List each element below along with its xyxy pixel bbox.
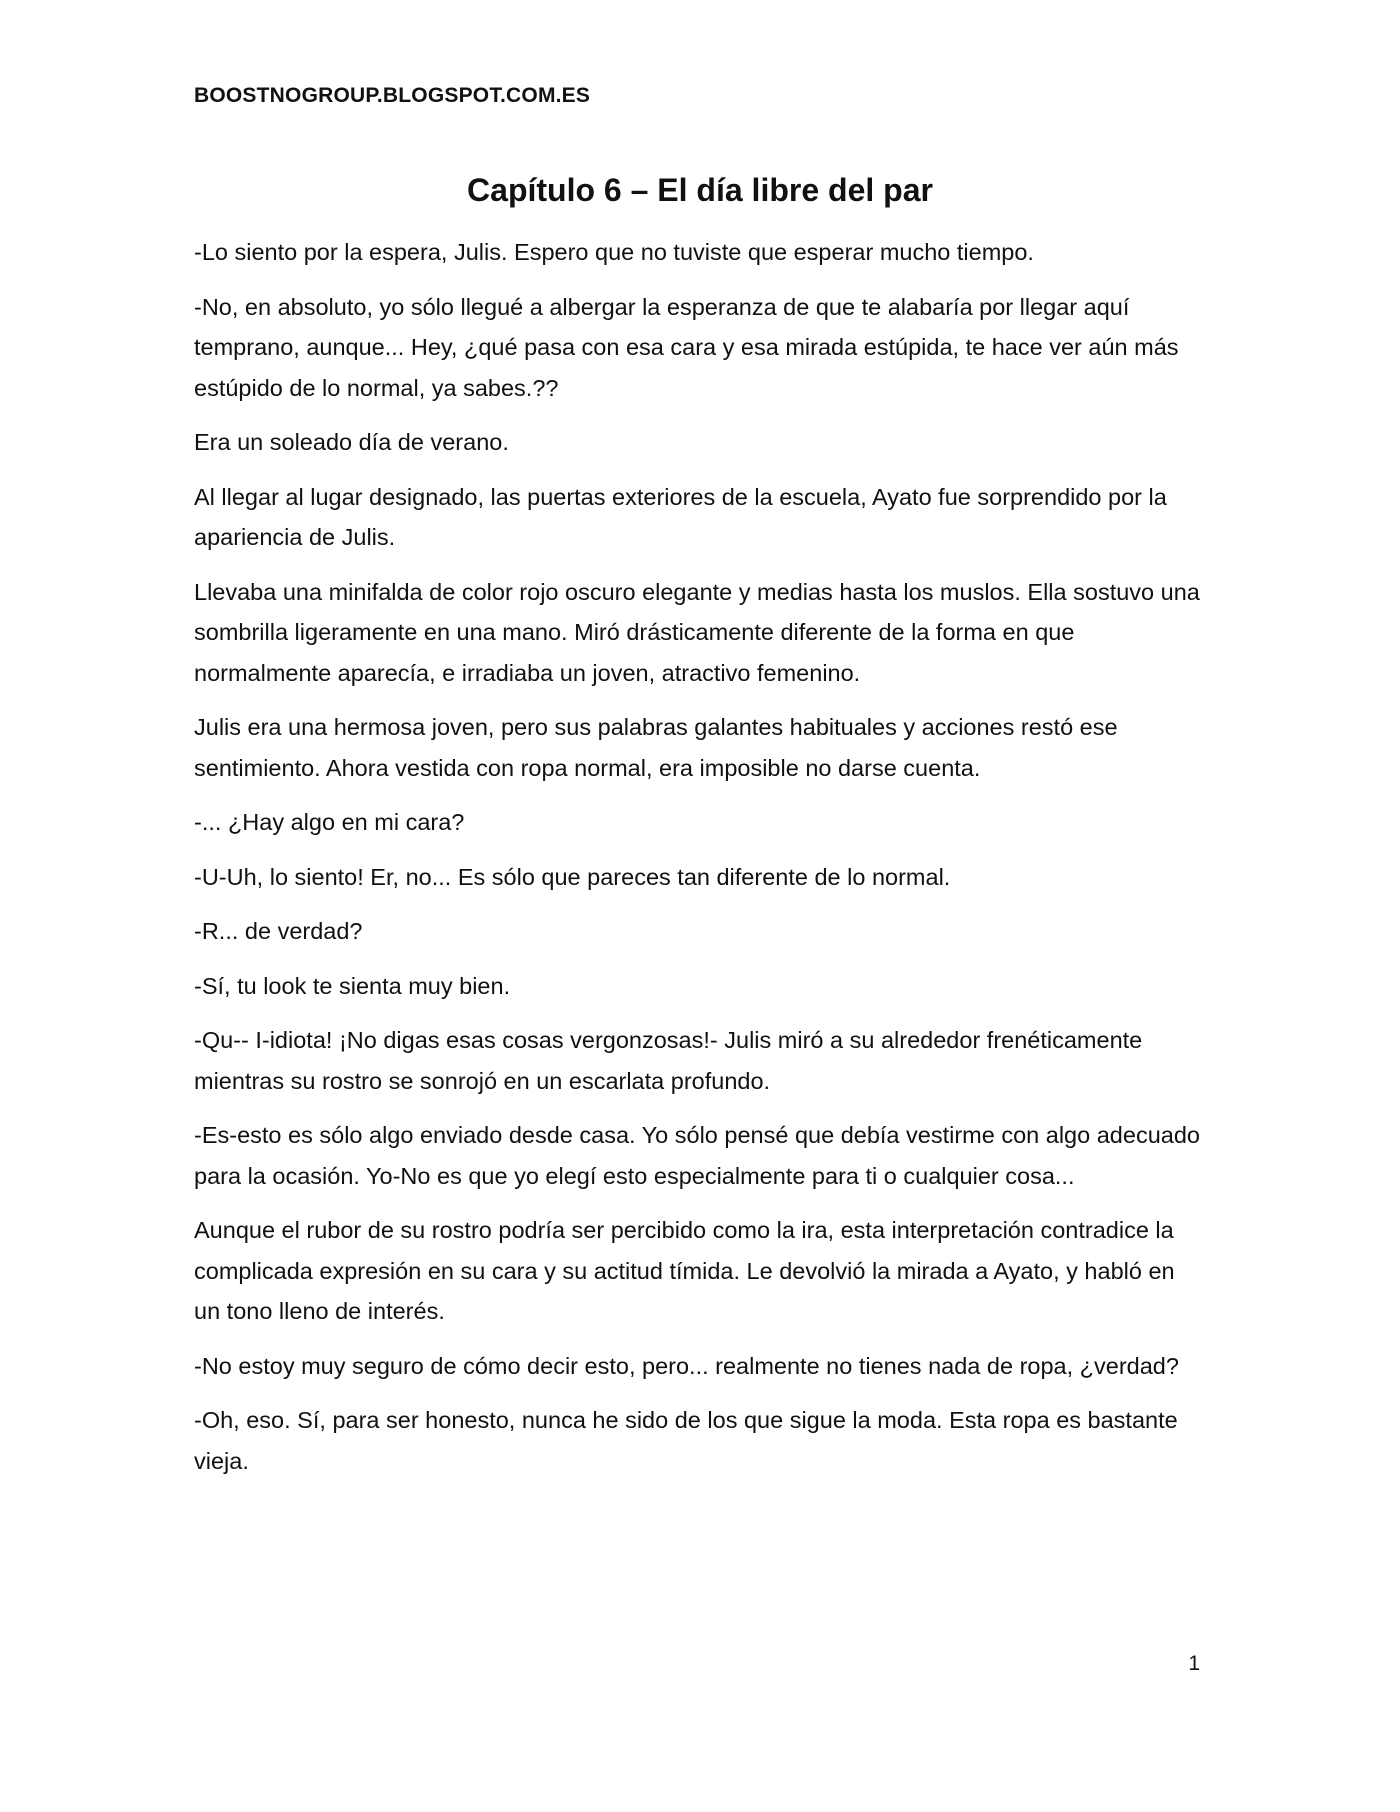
paragraph: -Oh, eso. Sí, para ser honesto, nunca he sido de los que sigue la moda. Esta ropa es bastante vieja. [194, 1407, 1178, 1474]
paragraph: -U-Uh, lo siento! Er, no... Es sólo que pareces tan diferente de lo normal. [194, 863, 951, 890]
page-header: BOOSTNOGROUP.BLOGSPOT.COM.ES [194, 84, 591, 107]
paragraph: -Sí, tu look te sienta muy bien. [194, 972, 511, 999]
paragraph: -Lo siento por la espera, Julis. Espero que no tuviste que esperar mucho tiempo. [194, 239, 1034, 265]
paragraph: -Qu-- I-idiota! ¡No digas esas cosas vergonzosas!- Julis miró a su alrededor frenéticamente mientras su rostro se sonrojó en un escarlata profundo. [194, 1027, 1143, 1094]
paragraph: -Es-esto es sólo algo enviado desde casa. Yo sólo pensé que debía vestirme con algo adecuado para la ocasión. Yo-No es que yo elegí esto especialmente para ti o cualquier cosa... [194, 1122, 1200, 1189]
chapter-body [194, 232, 1206, 1495]
paragraph: Al llegar al lugar designado, las puertas exteriores de la escuela, Ayato fue sorprendido por la apariencia de Julis. [194, 483, 1167, 550]
page-number: 1 [1188, 1652, 1200, 1675]
paragraph: -R... de verdad? [194, 918, 363, 944]
paragraph: -... ¿Hay algo en mi cara? [194, 809, 465, 835]
paragraph: -No estoy muy seguro de cómo decir esto, pero... realmente no tienes nada de ropa, ¿verdad? [194, 1352, 1179, 1379]
paragraph: -No, en absoluto, yo sólo llegué a albergar la esperanza de que te alabaría por llegar aquí temprano, aunque... Hey, ¿qué pasa con esa cara y esa mirada estúpida, te hace ver aún más estúpido de lo normal, ya sabes.?? [194, 293, 1179, 401]
chapter-title: Capítulo 6 – El día libre del par [467, 172, 933, 208]
paragraph: Llevaba una minifalda de color rojo oscuro elegante y medias hasta los muslos. Ella sostuvo una sombrilla ligeramente en una mano. Miró drásticamente diferente de la forma en que normalmente aparecía, e irradiaba un joven, atractivo femenino. [194, 578, 1200, 686]
paragraph: Era un soleado día de verano. [194, 429, 509, 455]
paragraph: Aunque el rubor de su rostro podría ser percibido como la ira, esta interpretación contradice la complicada expresión en su cara y su actitud tímida. Le devolvió la mirada a Ayato, y habló en un tono lleno de interés. [194, 1217, 1175, 1324]
paragraph: Julis era una hermosa joven, pero sus palabras galantes habituales y acciones restó ese sentimiento. Ahora vestida con ropa normal, era imposible no darse cuenta. [194, 714, 1118, 781]
